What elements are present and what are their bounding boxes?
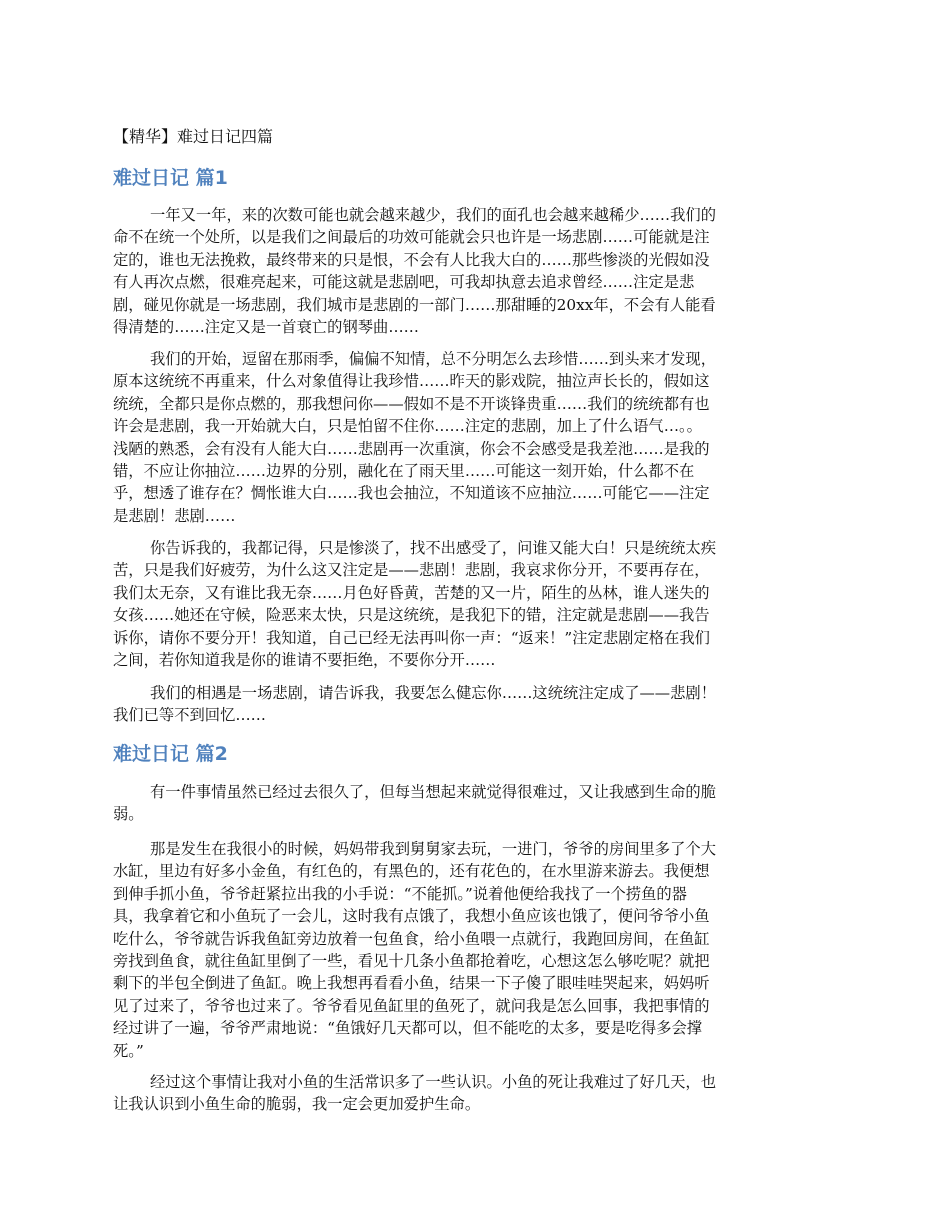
text-line: 得清楚的……注定又是一首衰亡的钢琴曲……	[113, 317, 419, 336]
text-line: 苦，只是我们好疲劳，为什么这又注定是——悲剧！悲剧，我哀求你分开，不要再存在，	[113, 561, 710, 580]
paragraph-1-2	[113, 348, 843, 527]
text-line: 有一件事情虽然已经过去很久了，但每当想起来就觉得很难过，又让我感到生命的脆	[150, 783, 716, 801]
text-line: 水缸，里边有好多小金鱼，有红色的，有黑色的，还有花色的，在水里游来游去。我便想	[113, 862, 710, 881]
text-line: 剧，碰见你就是一场悲剧，我们城市是悲剧的一部门……那甜睡的20xx年，不会有人能看	[113, 295, 716, 314]
text-line: 浅陋的熟悉，会有没有人能大白……悲剧再一次重演，你会不会感受是我差池……是我的	[113, 439, 710, 458]
paragraph-1-3	[113, 537, 843, 671]
text-line: 一年又一年，来的次数可能也就会越来越少，我们的面孔也会越来越稀少……我们的	[150, 206, 716, 224]
text-line: 命不在统一个处所，以是我们之间最后的功效可能就会只也许是一场悲剧……可能就是注	[113, 228, 710, 247]
text-line: 你告诉我的，我都记得，只是惨淡了，找不出感受了，问谁又能大白！只是统统太疾	[150, 539, 716, 557]
text-line: 定的，谁也无法挽救，最终带来的只是恨，不会有人比我大白的……那些惨淡的光假如没	[113, 250, 710, 269]
paragraph-2-1	[113, 781, 843, 826]
text-line: 具，我拿着它和小鱼玩了一会儿，这时我有点饿了，我想小鱼应该也饿了，便问爷爷小鱼	[113, 907, 710, 926]
text-line: 原本这统统不再重来，什么对象值得让我珍惜……昨天的影戏院，抽泣声长长的，假如这	[113, 372, 710, 391]
text-line: 许会是悲剧，我一开始就大白，只是怕留不住你……注定的悲剧，加上了什么语气…。。	[113, 417, 702, 436]
text-line: 我们太无奈，又有谁比我无奈……月色好昏黄，苦楚的又一片，陌生的丛林，谁人迷失的	[113, 583, 710, 602]
text-line: 见了过来了，爷爷也过来了。爷爷看见鱼缸里的鱼死了，就问我是怎么回事，我把事情的	[113, 996, 710, 1015]
text-line: 是悲剧！悲剧……	[113, 506, 236, 525]
text-line: 错，不应让你抽泣……边界的分别，融化在了雨天里……可能这一刻开始，什么都不在	[113, 461, 695, 480]
text-line: 死。”	[113, 1041, 144, 1060]
text-line: 我们已等不到回忆……	[113, 706, 266, 725]
text-line: 吃什么，爷爷就告诉我鱼缸旁边放着一包鱼食，给小鱼喂一点就行，我跑回房间，在鱼缸	[113, 929, 710, 948]
text-line: 经过讲了一遍，爷爷严肃地说：“鱼饿好几天都可以，但不能吃的太多，要是吃得多会撑	[113, 1019, 703, 1038]
text-line: 统统，全都只是你点燃的，那我想问你——假如不是不开谈锋贵重……我们的统统都有也	[113, 394, 710, 413]
text-line: 诉你，请你不要分开！我知道，自己已经无法再叫你一声：“返来！”注定悲剧定格在我们	[113, 628, 710, 647]
text-line: 有人再次点燃，很难亮起来，可能这就是悲剧吧，可我却执意去追求曾经……注定是悲	[113, 273, 695, 292]
text-line: 之间，若你知道我是你的谁请不要拒绝，不要你分开……	[113, 650, 496, 669]
text-line: 女孩……她还在守候，险恶来太快，只是这统统，是我犯下的错，注定就是悲剧——我告	[113, 606, 710, 625]
text-line: 剩下的半包全倒进了鱼缸。晚上我想再看看小鱼，结果一下子傻了眼哇哇哭起来，妈妈听	[113, 974, 710, 993]
text-line: 旁找到鱼食，就往鱼缸里倒了一些，看见十几条小鱼都抢着吃，心想这怎么够吃呢？就把	[113, 951, 710, 970]
text-line: 弱。	[113, 805, 144, 824]
text-line: 那是发生在我很小的时候，妈妈带我到舅舅家去玩，一进门，爷爷的房间里多了个大	[150, 840, 716, 858]
section-heading-2: 难过日记 篇2	[113, 743, 228, 765]
section-heading-1: 难过日记 篇1	[113, 167, 228, 189]
paragraph-2-3	[113, 1071, 843, 1116]
paragraph-2-2	[113, 838, 843, 1062]
text-line: 经过这个事情让我对小鱼的生活常识多了一些认识。小鱼的死让我难过了好几天，也	[150, 1073, 716, 1091]
text-line: 我们的相遇是一场悲剧，请告诉我，我要怎么健忘你……这统统注定成了——悲剧！	[150, 684, 716, 702]
text-line: 乎，想透了谁存在？惆怅谁大白……我也会抽泣，不知道该不应抽泣……可能它——注定	[113, 484, 710, 503]
text-line: 到伸手抓小鱼，爷爷赶紧拉出我的小手说：“不能抓。”说着他便给我找了一个捞鱼的器	[113, 884, 687, 903]
text-line: 让我认识到小鱼生命的脆弱，我一定会更加爱护生命。	[113, 1095, 481, 1114]
text-line: 我们的开始，逗留在那雨季，偏偏不知情，总不分明怎么去珍惜……到头来才发现，	[150, 350, 716, 368]
paragraph-1-1	[113, 204, 843, 338]
paragraph-1-4	[113, 682, 843, 727]
document-title: 【精华】难过日记四篇	[113, 127, 274, 146]
